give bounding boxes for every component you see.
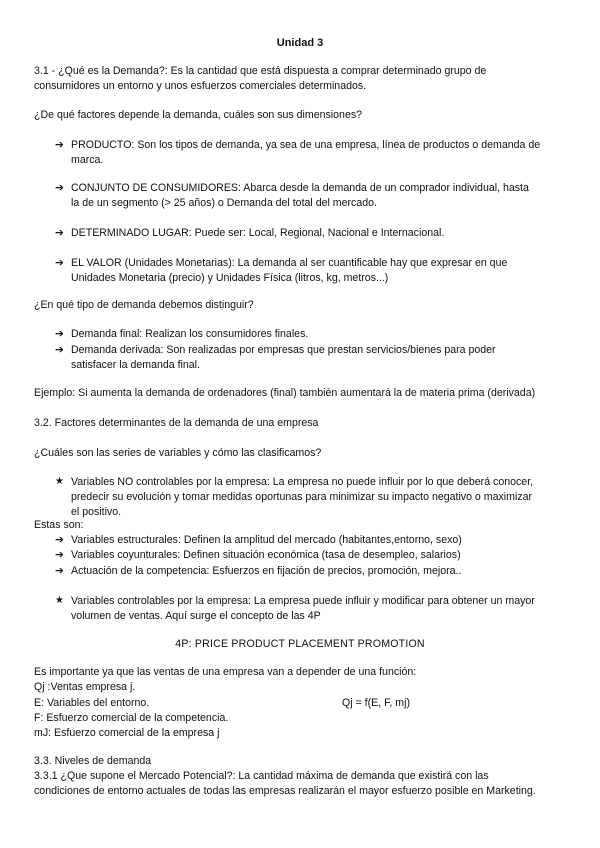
actuacion-competencia: Actuación de la competencia: Esfuerzos en fijación de precios, promoción, mejora.. (71, 565, 462, 577)
four-p-heading: 4P: PRICE PRODUCT PLACEMENT PROMOTION (175, 638, 425, 650)
controlables-line-2: volumen de ventas. Aquí surge el concepto de las 4P (71, 610, 321, 622)
arrow-bullet-icon: ➔ (55, 565, 64, 577)
controlables-line-1: Variables controlables por la empresa: La empresa puede influir y modificar para obtener un mayor (71, 595, 535, 607)
no-controlables-line-3: el positivo. (71, 506, 122, 518)
dimension-producto-line-1: PRODUCTO: Son los tipos de demanda, ya sea de una empresa, línea de productos o demanda de (71, 139, 541, 151)
funcion-mj: mJ: Esfuerzo comercial de la empresa j (34, 727, 220, 739)
section-3-3-1-line-2: condiciones de entorno actuales de todas las empresas realizarán el mayor esfuerzo posible en Marketing. (34, 785, 536, 797)
variables-estructurales: Variables estructurales: Definen la amplitud del mercado (habitantes,entorno, sexo) (71, 534, 462, 546)
dimension-valor-line-2: Unidades Monetaria (precio) y Unidades Física (litros, kg, metros...) (71, 272, 389, 284)
section-3-3-1-line-1: 3.3.1 ¿Que supone el Mercado Potencial?: La cantidad máxima de demanda que existirá con las (34, 770, 489, 782)
dimension-consumidores-line-2: la de un segmento (> 25 años) o Demanda del total del mercado. (71, 197, 377, 209)
section-3-1-line-2: consumidores un entorno y unos esfuerzos comerciales determinados. (34, 80, 367, 92)
arrow-bullet-icon: ➔ (55, 534, 64, 546)
dimension-producto-line-2: marca. (71, 154, 104, 166)
arrow-bullet-icon: ➔ (55, 344, 64, 356)
question-series: ¿Cuáles son las series de variables y cómo las clasificamos? (34, 447, 322, 459)
section-3-1-line-1: 3.1 - ¿Qué es la Demanda?: Es la cantidad que está dispuesta a comprar determinado grupo de (34, 65, 487, 77)
dimension-consumidores-line-1: CONJUNTO DE CONSUMIDORES: Abarca desde la demanda de un comprador individual, hasta (71, 182, 529, 194)
section-3-3-title: 3.3. Niveles de demanda (34, 755, 152, 767)
no-controlables-line-2: predecir su evolución y tomar medidas oportunas para minimizar su impacto negativo o maximizar (71, 491, 533, 503)
variables-coyunturales: Variables coyunturales: Definen situación económica (tasa de desempleo, salarios) (71, 549, 461, 561)
ejemplo-text: Ejemplo: Si aumenta la demanda de ordenadores (final) también aumentará la de materia prima (derivada) (34, 387, 536, 399)
funcion-f: F: Esfuerzo comercial de la competencia. (34, 712, 229, 724)
funcion-e: E: Variables del entorno. (34, 697, 150, 709)
arrow-bullet-icon: ➔ (55, 328, 64, 340)
arrow-bullet-icon: ➔ (55, 139, 64, 151)
dimension-valor-line-1: EL VALOR (Unidades Monetarias): La demanda al ser cuantificable hay que expresar en que (71, 257, 508, 269)
arrow-bullet-icon: ➔ (55, 549, 64, 561)
arrow-bullet-icon: ➔ (55, 182, 64, 194)
funcion-intro: Es importante ya que las ventas de una empresa van a depender de una función: (34, 666, 417, 678)
question-tipo: ¿En qué tipo de demanda debemos distinguir? (34, 299, 254, 311)
tipo-demanda-derivada-line-1: Demanda derivada: Son realizadas por empresas que prestan servicios/bienes para poder (71, 344, 496, 356)
funcion-formula: Qj = f(E, F, mj) (342, 697, 410, 709)
dimension-lugar: DETERMINADO LUGAR: Puede ser: Local, Regional, Nacional e Internacional. (71, 227, 445, 239)
star-bullet-icon: ★ (55, 476, 64, 487)
arrow-bullet-icon: ➔ (55, 257, 64, 269)
tipo-demanda-final: Demanda final: Realizan los consumidores finales. (71, 328, 309, 340)
page-title: Unidad 3 (276, 37, 324, 49)
funcion-qj: Qj :Ventas empresa j. (34, 681, 136, 693)
estas-son-label: Estas son: (34, 519, 84, 531)
question-factors: ¿De qué factores depende la demanda, cuáles son sus dimensiones? (34, 109, 363, 121)
star-bullet-icon: ★ (55, 595, 64, 606)
tipo-demanda-derivada-line-2: satisfacer la demanda final. (71, 359, 200, 371)
arrow-bullet-icon: ➔ (55, 227, 64, 239)
no-controlables-line-1: Variables NO controlables por la empresa: La empresa no puede influir por lo que deberá conocer, (71, 476, 534, 488)
section-3-2-title: 3.2. Factores determinantes de la demanda de una empresa (34, 417, 319, 429)
